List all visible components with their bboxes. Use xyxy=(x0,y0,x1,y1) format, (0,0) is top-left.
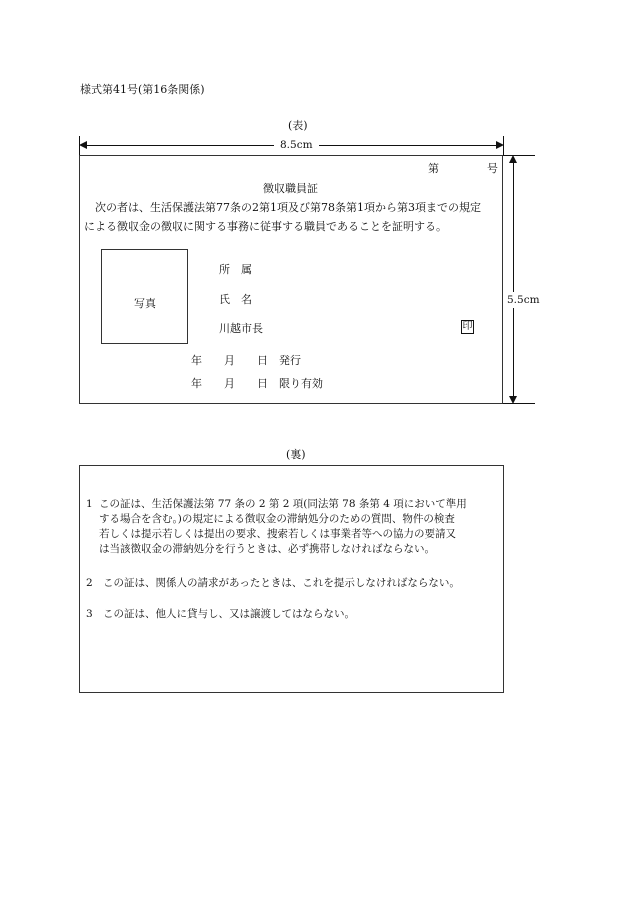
arrow-left-icon xyxy=(79,141,87,149)
clause-2 xyxy=(86,576,500,592)
clause-number: 3 xyxy=(86,608,93,620)
photo-label: 写真 xyxy=(134,297,156,310)
affiliation-label: 所 属 xyxy=(219,263,252,276)
width-dimension xyxy=(79,138,504,152)
clause-line: は当該徴収金の滞納処分を行うときは、必ず携帯しなければならない。 xyxy=(99,543,435,555)
certification-text-line-1: 次の者は、生活保護法第77条の2第1項及び第78条第1項から第3項までの規定 xyxy=(95,201,481,214)
clause-line: する場合を含む。)の規定による徴収金の滞納処分のための質問、物件の検査 xyxy=(99,513,455,525)
clause-line: この証は、他人に貸与し、又は譲渡してはならない。 xyxy=(103,608,355,620)
height-extension-line-top xyxy=(503,155,535,156)
issuer-label: 川越市長 xyxy=(219,322,263,335)
clause-number: 1 xyxy=(86,498,93,510)
width-extension-line-right xyxy=(503,136,504,155)
clause-body xyxy=(103,576,460,591)
arrow-up-icon xyxy=(509,155,517,163)
form-number-title: 様式第41号(第16条関係) xyxy=(80,83,205,96)
number-prefix: 第 xyxy=(428,162,439,175)
number-suffix: 号 xyxy=(487,162,498,175)
clause-body xyxy=(103,607,355,622)
clause-body xyxy=(99,497,467,557)
height-extension-line-bottom xyxy=(503,403,535,404)
clause-number: 2 xyxy=(86,577,93,589)
front-side-label: (表) xyxy=(288,119,308,132)
clause-line: 若しくは提示若しくは提出の要求、捜索若しくは事業者等への協力の要請又 xyxy=(99,528,456,540)
width-extension-line-left xyxy=(79,136,80,155)
name-label: 氏 名 xyxy=(219,293,252,306)
issue-date-line: 年 月 日 発行 xyxy=(191,354,301,367)
back-side-label: (裏) xyxy=(286,448,306,461)
clause-line: この証は、関係人の請求があったときは、これを提示しなければならない。 xyxy=(103,577,460,589)
clause-3 xyxy=(86,607,500,623)
height-dimension-line xyxy=(513,158,514,402)
card-title: 徴収職員証 xyxy=(263,182,318,195)
valid-until-line: 年 月 日 限り有効 xyxy=(191,377,323,390)
height-dimension-label: 5.5cm xyxy=(507,294,540,306)
width-dimension-label: 8.5cm xyxy=(274,138,319,152)
arrow-down-icon xyxy=(509,396,517,404)
certification-text-line-2: による徴収金の徴収に関する事務に従事する職員であることを証明する。 xyxy=(84,220,447,233)
clause-line: この証は、生活保護法第 77 条の 2 第 2 項(同法第 78 条第 4 項において準用 xyxy=(99,498,467,510)
clause-1 xyxy=(86,497,500,559)
seal-mark: 印 xyxy=(462,321,473,332)
